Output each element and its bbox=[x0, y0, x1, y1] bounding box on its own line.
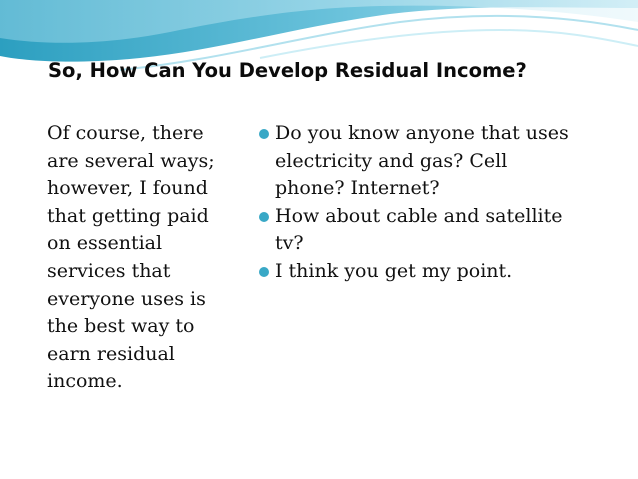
intro-line: the best way to bbox=[47, 315, 195, 338]
bullet-dot-icon bbox=[259, 129, 269, 139]
bullet-text-line: How about cable and satellite bbox=[275, 204, 563, 227]
intro-line: everyone uses is bbox=[47, 287, 206, 310]
bullet-text-line: Do you know anyone that uses bbox=[275, 122, 569, 144]
bullet-text-line: electricity and gas? Cell bbox=[275, 149, 508, 172]
intro-paragraph bbox=[47, 120, 242, 396]
bullet-text-line: phone? Internet? bbox=[275, 177, 440, 200]
bullet-item bbox=[259, 120, 619, 203]
bullet-text-line: I think you get my point. bbox=[275, 259, 513, 282]
bullet-item bbox=[259, 258, 619, 286]
slide-title: So, How Can You Develop Residual Income? bbox=[48, 59, 527, 82]
intro-line: income. bbox=[47, 370, 123, 393]
intro-line: services that bbox=[47, 259, 171, 282]
intro-line: are several ways; bbox=[47, 149, 215, 172]
intro-line: that getting paid bbox=[47, 204, 209, 227]
bullet-item bbox=[259, 203, 619, 258]
intro-line: on essential bbox=[47, 232, 163, 255]
intro-line: earn residual bbox=[47, 342, 175, 365]
intro-line: Of course, there bbox=[47, 122, 204, 144]
bullet-dot-icon bbox=[259, 212, 269, 222]
bullet-list bbox=[259, 120, 619, 286]
bullet-text-line: tv? bbox=[275, 232, 304, 255]
intro-line: however, I found bbox=[47, 177, 208, 200]
bullet-dot-icon bbox=[259, 267, 269, 277]
